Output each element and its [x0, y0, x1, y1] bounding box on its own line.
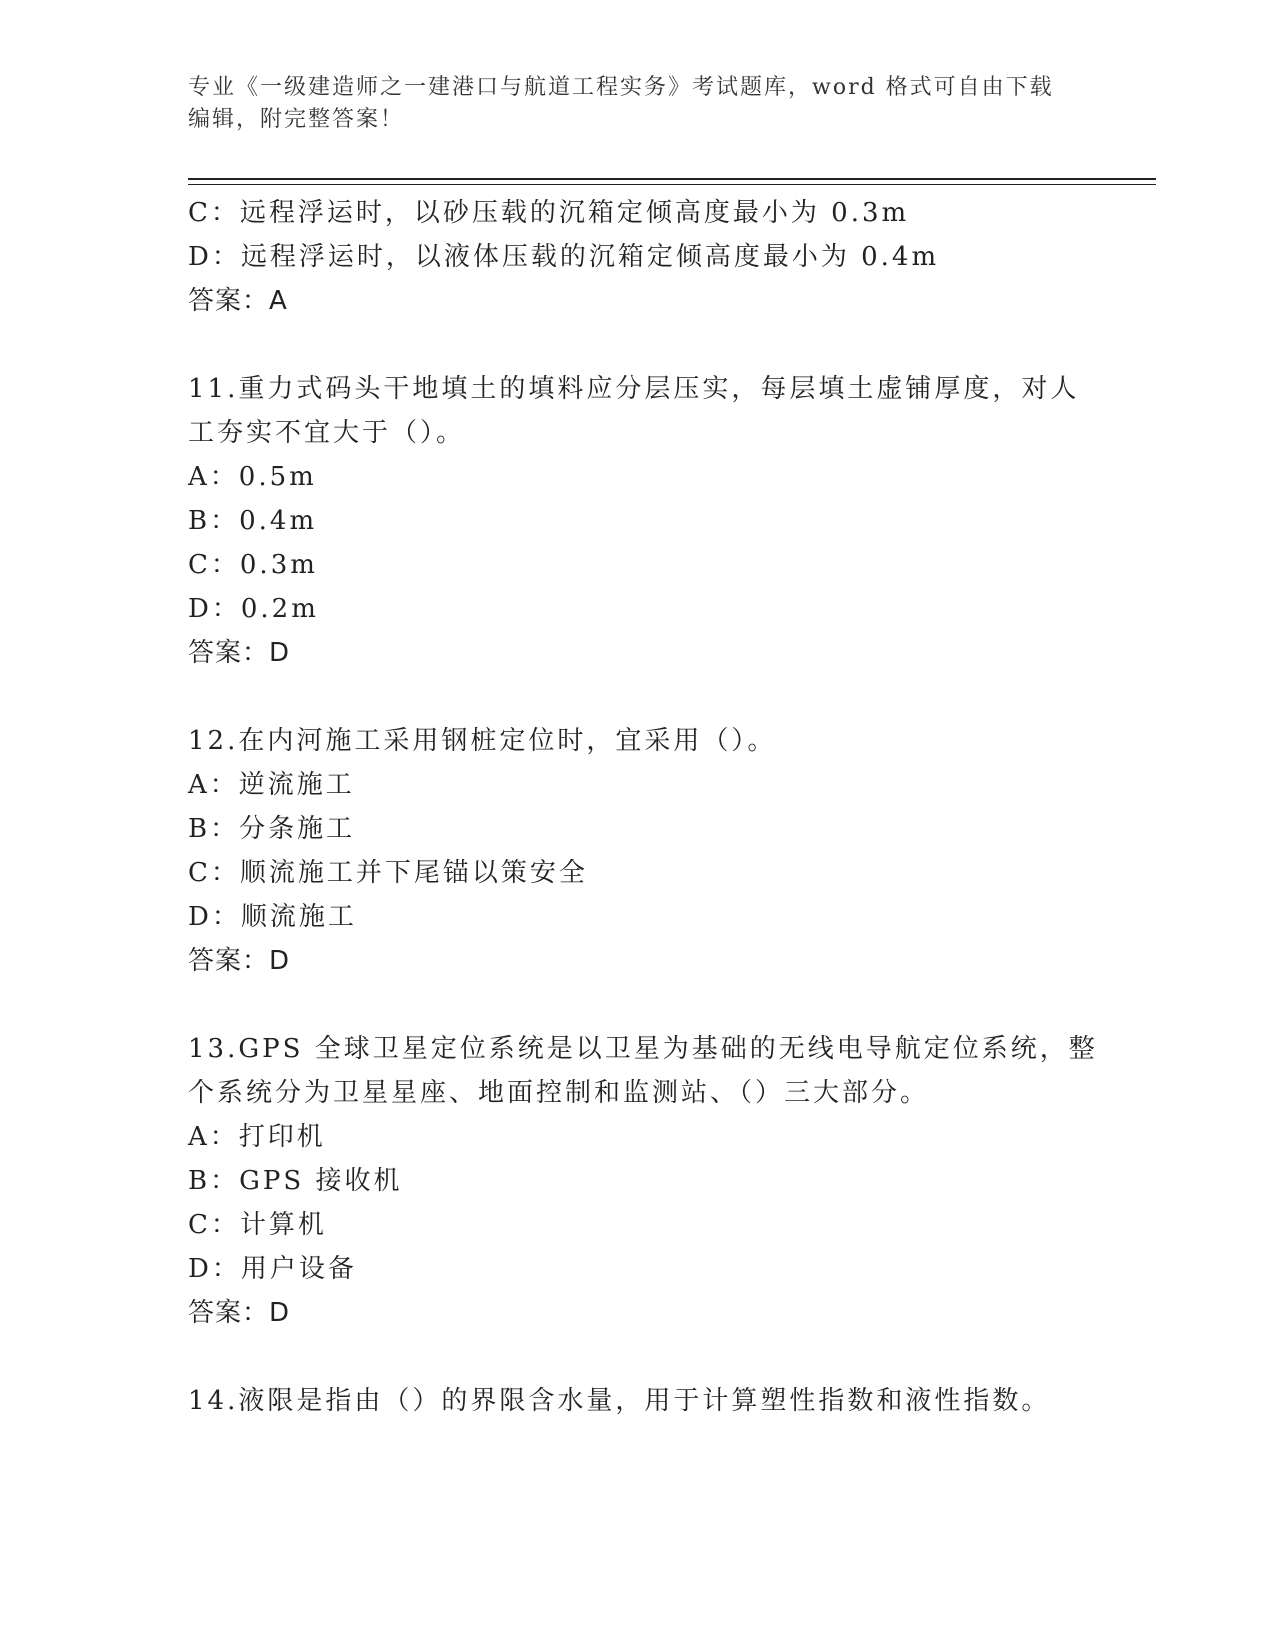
- option-line: D：用户设备: [188, 1254, 357, 1284]
- document-header: [188, 72, 1088, 136]
- answer-line: 答案：D: [188, 638, 291, 668]
- option-line: C：顺流施工并下尾锚以策安全: [188, 858, 588, 888]
- question-line: 12.在内河施工采用钢桩定位时，宜采用（）。: [188, 726, 777, 756]
- option-line: A：打印机: [188, 1122, 326, 1152]
- question-line: 工夯实不宜大于（）。: [188, 418, 466, 448]
- question-line: 13.GPS 全球卫星定位系统是以卫星为基础的无线电导航定位系统，整: [188, 1034, 1098, 1064]
- option-line: D：0.2m: [188, 594, 319, 624]
- option-line: B：分条施工: [188, 814, 356, 844]
- option-line: D：顺流施工: [188, 902, 357, 932]
- answer-line: 答案：D: [188, 1298, 291, 1328]
- header-rule-top: [188, 178, 1156, 180]
- option-line: A：逆流施工: [188, 770, 355, 800]
- option-line: B：0.4m: [188, 506, 318, 536]
- question-line: 11.重力式码头干地填土的填料应分层压实，每层填土虚铺厚度，对人: [188, 374, 1080, 404]
- question-line: 14.液限是指由（）的界限含水量，用于计算塑性指数和液性指数。: [188, 1386, 1051, 1416]
- question-line: 个系统分为卫星星座、地面控制和监测站、（）三大部分。: [188, 1078, 930, 1108]
- option-line: C：0.3m: [188, 550, 318, 580]
- header-line-1: 专业《一级建造师之一建港口与航道工程实务》考试题库，word 格式可自由下载: [188, 75, 1054, 100]
- header-line-2: 编辑，附完整答案！: [188, 107, 405, 132]
- answer-line: 答案：D: [188, 946, 291, 976]
- answer-line: 答案：A: [188, 286, 288, 316]
- option-line: C：计算机: [188, 1210, 327, 1240]
- option-line: A：0.5m: [188, 462, 317, 492]
- option-line: B：GPS 接收机: [188, 1166, 403, 1196]
- option-line: D：远程浮运时，以液体压载的沉箱定倾高度最小为 0.4m: [188, 242, 940, 272]
- header-rule-bottom: [188, 184, 1156, 185]
- option-line: C：远程浮运时，以砂压载的沉箱定倾高度最小为 0.3m: [188, 198, 910, 228]
